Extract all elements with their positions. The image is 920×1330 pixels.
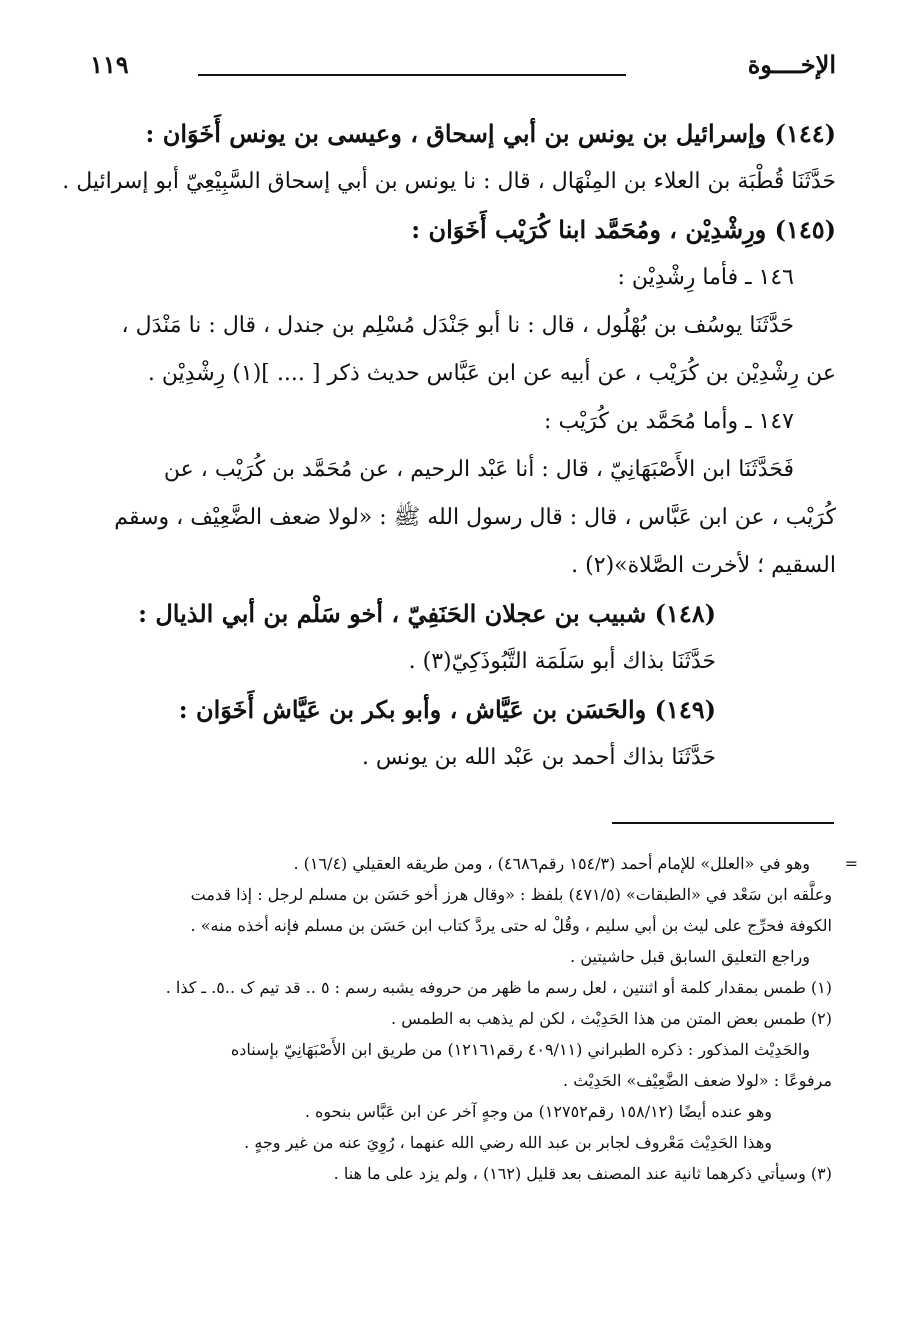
footnote-line: والحَدِيْث المذكور : ذكره الطبراني (٤٠٩/١١ رقم١٢١٦١) من طريق ابن الأَصْبَهَانِيّ بإسناده (230, 1040, 810, 1059)
text-line: كُرَيْب ، عن ابن عَبَّاس ، قال : قال رسول الله ﷺ : «لولا ضعف الضَّعِيْف ، وسقم (114, 505, 836, 530)
page-header (90, 50, 836, 90)
text-line: حَدَّثَنَا بذاك أبو سَلَمَة التَّبُوذَكِيّ(٣) . (408, 649, 716, 674)
footnote-line: الكوفة فحرِّج على ليث بن أبي سليم ، وقُلْ له حتى يردَّ كتاب ابن حَسَن بن مسلم فإنه أخذه منه» . (190, 916, 832, 935)
main-text (62, 110, 836, 782)
text-line: حَدَّثَنَا يوسُف بن بُهْلُول ، قال : نا أبو جَنْدَل مُسْلِم بن جندل ، قال : نا مَنْدَل ، (121, 313, 794, 338)
text-line: حَدَّثَنَا قُطْبَة بن العلاء بن المِنْهَال ، قال : نا يونس بن أبي إسحاق السَّبِيْعِيّ أبو إسرائيل . (62, 169, 836, 194)
entry-heading-148: (١٤٨) شبيب بن عجلان الحَنَفِيّ ، أخو سَلْم بن أبي الذيال : (138, 599, 716, 628)
footnote-line (90, 848, 858, 879)
entry-subheading-146: ١٤٦ ـ فأما رِشْدِيْن : (617, 265, 794, 290)
footnote-2: (٢) طمس بعض المتن من هذا الحَدِيْث ، لكن لم يذهب به الطمس . (391, 1009, 832, 1028)
footnote-line: وراجع التعليق السابق قبل حاشيتين . (570, 947, 810, 966)
entry-heading-144: (١٤٤) وإسرائيل بن يونس بن أبي إسحاق ، وعيسى بن يونس أَخَوَان : (145, 119, 836, 148)
footnote-separator (612, 822, 834, 824)
entry-heading-145: (١٤٥) ورِشْدِيْن ، ومُحَمَّد ابنا كُرَيْب أَخَوَان : (411, 215, 836, 244)
running-title: الإخــــوة (747, 50, 836, 79)
footnote-line: وعلَّقه ابن سَعْد في «الطبقات» (٤٧١/٥) بلفظ : «وقال هرز أخو حَسَن بن مسلم لرجل : إذا قدمت (190, 885, 832, 904)
continuation-mark: = (844, 854, 858, 873)
page-number: ١١٩ (90, 50, 129, 79)
footnote-3: (٣) وسيأتي ذكرهما ثانية عند المصنف بعد قليل (١٦٢) ، ولم يزد على ما هنا . (333, 1164, 832, 1183)
header-rule (198, 74, 626, 76)
footnote-1: (١) طمس بمقدار كلمة أو اثنتين ، لعل رسم ما ظهر من حروفه يشبه رسم : ٥ .. قد تيم ک ..٥. ـ كذا . (165, 978, 832, 997)
footnote-text: وهو في «العلل» للإمام أحمد (١٥٤/٣ رقم٤٦٨٦) ، ومن طريقه العقيلي (١٦/٤) . (293, 854, 810, 873)
footnote-line: وهذا الحَدِيْث مَعْروف لجابر بن عبد الله رضي الله عنهما ، رُوِيَ عنه من غير وجهٍ . (244, 1133, 772, 1152)
text-line: فَحَدَّثَنَا ابن الأَصْبَهَانِيّ ، قال : أنا عَبْد الرحيم ، عن مُحَمَّد بن كُرَيْب ، عن (163, 457, 794, 482)
entry-subheading-147: ١٤٧ ـ وأما مُحَمَّد بن كُرَيْب : (544, 409, 794, 434)
footnotes (90, 848, 858, 1189)
text-line: حَدَّثَنَا بذاك أحمد بن عَبْد الله بن يونس . (361, 745, 716, 770)
entry-heading-149: (١٤٩) والحَسَن بن عَيَّاش ، وأبو بكر بن عَيَّاش أَخَوَان : (178, 695, 716, 724)
footnote-line: وهو عنده أيضًا (١٥٨/١٢ رقم١٢٧٥٢) من وجهٍ آخر عن ابن عَبَّاس بنحوه . (304, 1102, 772, 1121)
text-line: السقيم ؛ لأخرت الصَّلاة»(٢) . (571, 553, 836, 578)
text-line: عن رِشْدِيْن بن كُرَيْب ، عن أبيه عن ابن عَبَّاس حديث ذكر [ .... ](١) رِشْدِيْن . (147, 361, 836, 386)
footnote-line: مرفوعًا : «لولا ضعف الضَّعِيْف» الحَدِيْث . (563, 1071, 832, 1090)
